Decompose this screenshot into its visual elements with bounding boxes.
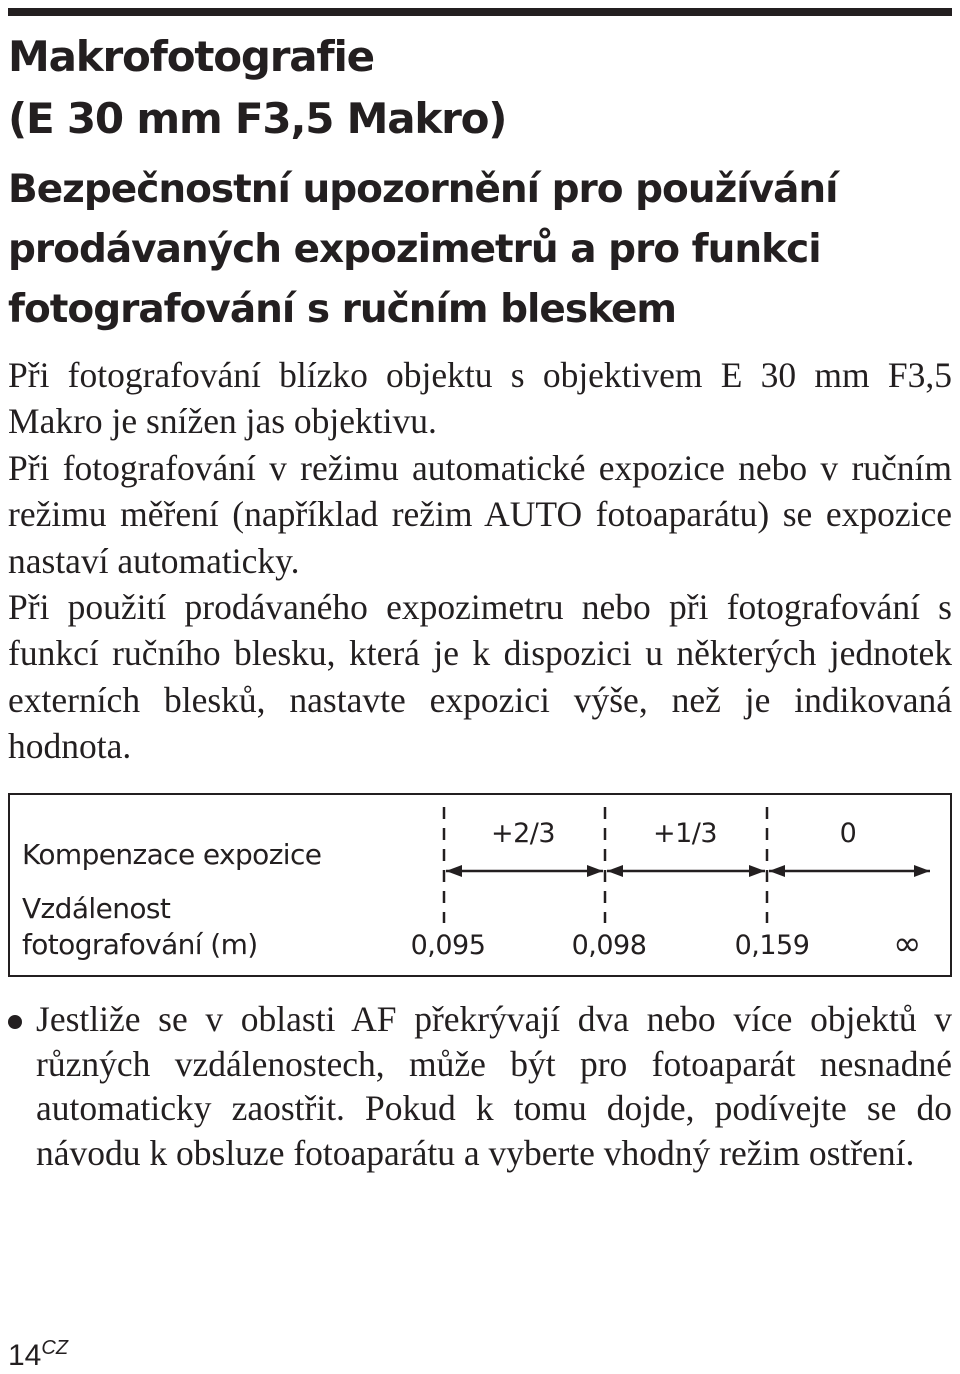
paragraph-3: Při použití prodávaného expozimetru nebo při fotografování s funkcí ručního blesku, která je k dispozici u některých jednotek externích blesků, nastavte expozici výše, než je indikovaná hodnota. [8, 587, 952, 767]
page-language-suffix: CZ [41, 1337, 69, 1359]
title-line-1: Makrofotografie [8, 32, 374, 81]
compensation-value-1: +2/3 [490, 818, 556, 849]
arrowhead-left-2 [607, 865, 623, 877]
paragraph-1: Při fotografování blízko objektu s objektivem E 30 mm F3,5 Makro je snížen jas objektivu. [8, 355, 952, 442]
infinity-symbol: ∞ [893, 924, 921, 964]
arrowhead-right-1 [587, 865, 603, 877]
page-title [8, 26, 952, 150]
arrowhead-right-2 [749, 865, 765, 877]
bullet-icon [8, 1015, 22, 1029]
distance-label-line-1: Vzdálenost [22, 892, 171, 925]
distance-label-line-2: fotografování (m) [22, 928, 258, 961]
bullet-note [8, 997, 952, 1175]
section-heading: Bezpečnostní upozornění pro používání prodávaných expozimetrů a pro funkci fotografování s ručním bleskem [8, 167, 838, 332]
paragraph-2: Při fotografování v režimu automatické expozice nebo v ručním režimu měření (například režim AUTO fotoaparátu) se expozice nastaví automaticky. [8, 447, 952, 581]
distance-value-2: 0,098 [571, 930, 647, 961]
exposure-table [8, 793, 952, 977]
compensation-value-2: +1/3 [652, 818, 718, 849]
distance-value-3: 0,159 [734, 930, 810, 961]
compensation-value-3: 0 [839, 818, 857, 849]
page-number [8, 1330, 68, 1374]
page-number-value: 14 [8, 1339, 42, 1372]
arrowhead-left-3 [769, 865, 785, 877]
bullet-note-text: Jestliže se v oblasti AF překrývají dva nebo více objektů v různých vzdálenostech, může být pro fotoaparát nesnadné automaticky zaostřit. Pokud k tomu dojde, podívejte se do návodu k obsluze fotoaparátu a vyberte vhodný režim ostření. [36, 999, 952, 1173]
top-rule [8, 8, 952, 16]
compensation-label: Kompenzace expozice [22, 838, 322, 871]
arrowhead-right-3 [914, 865, 930, 877]
distance-value-1: 0,095 [410, 930, 486, 961]
arrowhead-left-1 [446, 865, 462, 877]
body-text [8, 352, 952, 770]
title-line-2: (E 30 mm F3,5 Makro) [8, 94, 507, 143]
